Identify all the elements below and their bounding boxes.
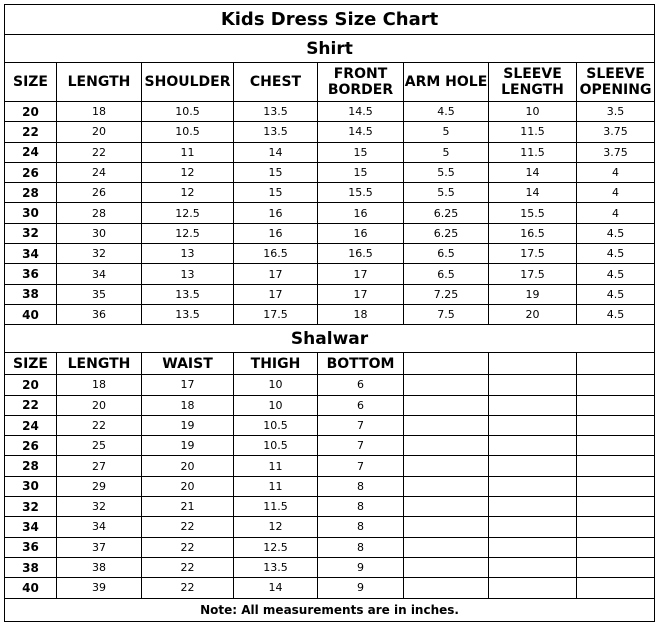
shirt-cell: 32 bbox=[57, 244, 142, 264]
shirt-table-row bbox=[5, 304, 655, 324]
shirt-cell: 5.5 bbox=[404, 162, 489, 182]
shirt-cell: 17.5 bbox=[234, 304, 318, 324]
shalwar-table-row bbox=[5, 375, 655, 395]
shalwar-cell: 24 bbox=[5, 415, 57, 435]
shalwar-section-title: Shalwar bbox=[5, 325, 655, 353]
shalwar-cell bbox=[404, 436, 489, 456]
shirt-section-title: Shirt bbox=[5, 35, 655, 63]
shirt-header-row bbox=[5, 63, 655, 102]
shirt-cell: 22 bbox=[5, 122, 57, 142]
shirt-cell: 15 bbox=[318, 142, 404, 162]
shalwar-cell: 6 bbox=[318, 375, 404, 395]
shalwar-cell: 34 bbox=[57, 517, 142, 537]
shirt-cell: 16.5 bbox=[234, 244, 318, 264]
shalwar-cell: 39 bbox=[57, 578, 142, 598]
shalwar-cell: 22 bbox=[57, 415, 142, 435]
shalwar-cell: 21 bbox=[142, 497, 234, 517]
shalwar-cell: 19 bbox=[142, 436, 234, 456]
shirt-cell: 17.5 bbox=[489, 244, 577, 264]
chart-title: Kids Dress Size Chart bbox=[5, 5, 655, 35]
shalwar-header-empty bbox=[489, 353, 577, 375]
shirt-cell: 17.5 bbox=[489, 264, 577, 284]
shalwar-cell bbox=[489, 476, 577, 496]
shirt-cell: 4.5 bbox=[577, 244, 655, 264]
shirt-cell: 36 bbox=[57, 304, 142, 324]
size-chart bbox=[4, 4, 654, 622]
shirt-cell: 5 bbox=[404, 122, 489, 142]
shalwar-cell: 9 bbox=[318, 557, 404, 577]
shirt-header-chest: CHEST bbox=[234, 63, 318, 102]
shalwar-table-row bbox=[5, 517, 655, 537]
shirt-cell: 24 bbox=[57, 162, 142, 182]
shirt-cell: 13.5 bbox=[142, 304, 234, 324]
shalwar-cell bbox=[577, 537, 655, 557]
shirt-table-row bbox=[5, 102, 655, 122]
shalwar-table-row bbox=[5, 436, 655, 456]
shirt-cell: 4 bbox=[577, 162, 655, 182]
shalwar-cell bbox=[577, 476, 655, 496]
shirt-cell: 13 bbox=[142, 264, 234, 284]
shirt-table-row bbox=[5, 244, 655, 264]
shalwar-cell: 13.5 bbox=[234, 557, 318, 577]
shalwar-cell bbox=[404, 395, 489, 415]
shirt-cell: 16 bbox=[318, 223, 404, 243]
shalwar-header-bottom: BOTTOM bbox=[318, 353, 404, 375]
shirt-cell: 12.5 bbox=[142, 203, 234, 223]
shirt-cell: 17 bbox=[234, 264, 318, 284]
shalwar-cell bbox=[489, 395, 577, 415]
shirt-cell: 12.5 bbox=[142, 223, 234, 243]
shalwar-cell: 10 bbox=[234, 375, 318, 395]
shirt-cell: 38 bbox=[5, 284, 57, 304]
shirt-table-row bbox=[5, 162, 655, 182]
shalwar-cell bbox=[577, 578, 655, 598]
shirt-cell: 11 bbox=[142, 142, 234, 162]
shirt-cell: 3.75 bbox=[577, 122, 655, 142]
shalwar-cell: 20 bbox=[142, 476, 234, 496]
shalwar-header-empty bbox=[577, 353, 655, 375]
shalwar-cell: 38 bbox=[5, 557, 57, 577]
shirt-cell: 28 bbox=[57, 203, 142, 223]
shirt-cell: 15 bbox=[234, 183, 318, 203]
shalwar-table-row bbox=[5, 497, 655, 517]
shalwar-cell bbox=[577, 497, 655, 517]
shirt-cell: 7.25 bbox=[404, 284, 489, 304]
shalwar-cell bbox=[404, 557, 489, 577]
shalwar-cell: 12 bbox=[234, 517, 318, 537]
shalwar-cell: 26 bbox=[5, 436, 57, 456]
shalwar-cell: 10.5 bbox=[234, 415, 318, 435]
shirt-cell: 14.5 bbox=[318, 122, 404, 142]
shalwar-cell bbox=[489, 578, 577, 598]
shirt-cell: 4.5 bbox=[577, 223, 655, 243]
shalwar-cell bbox=[577, 456, 655, 476]
shalwar-cell: 22 bbox=[142, 517, 234, 537]
shirt-cell: 40 bbox=[5, 304, 57, 324]
shirt-cell: 16 bbox=[318, 203, 404, 223]
shirt-cell: 14 bbox=[489, 183, 577, 203]
shalwar-cell bbox=[489, 537, 577, 557]
shalwar-header-empty bbox=[404, 353, 489, 375]
shirt-header-sleeve-opening: SLEEVE OPENING bbox=[577, 63, 655, 102]
shalwar-cell: 34 bbox=[5, 517, 57, 537]
shalwar-table-row bbox=[5, 395, 655, 415]
shalwar-cell: 14 bbox=[234, 578, 318, 598]
shalwar-cell: 10.5 bbox=[234, 436, 318, 456]
shalwar-cell bbox=[404, 375, 489, 395]
shalwar-cell bbox=[489, 436, 577, 456]
shirt-cell: 4 bbox=[577, 203, 655, 223]
shalwar-cell bbox=[577, 517, 655, 537]
shirt-cell: 13.5 bbox=[234, 122, 318, 142]
shalwar-cell bbox=[489, 456, 577, 476]
shirt-cell: 3.5 bbox=[577, 102, 655, 122]
shalwar-cell: 11 bbox=[234, 476, 318, 496]
shalwar-cell: 11 bbox=[234, 456, 318, 476]
shalwar-cell: 28 bbox=[5, 456, 57, 476]
shirt-cell: 12 bbox=[142, 183, 234, 203]
shirt-cell: 18 bbox=[318, 304, 404, 324]
shalwar-cell bbox=[404, 537, 489, 557]
shalwar-cell: 18 bbox=[57, 375, 142, 395]
shirt-table-row bbox=[5, 142, 655, 162]
shirt-cell: 19 bbox=[489, 284, 577, 304]
shirt-cell: 11.5 bbox=[489, 142, 577, 162]
shirt-cell: 13 bbox=[142, 244, 234, 264]
shirt-table-row bbox=[5, 203, 655, 223]
shirt-cell: 10.5 bbox=[142, 102, 234, 122]
shalwar-cell: 17 bbox=[142, 375, 234, 395]
shalwar-cell bbox=[489, 497, 577, 517]
shalwar-cell: 8 bbox=[318, 537, 404, 557]
shalwar-cell bbox=[489, 557, 577, 577]
shalwar-cell: 6 bbox=[318, 395, 404, 415]
shalwar-cell: 27 bbox=[57, 456, 142, 476]
shalwar-table-row bbox=[5, 578, 655, 598]
shalwar-table-row bbox=[5, 557, 655, 577]
shalwar-cell: 30 bbox=[5, 476, 57, 496]
shalwar-header-thigh: THIGH bbox=[234, 353, 318, 375]
shirt-cell: 13.5 bbox=[142, 284, 234, 304]
shalwar-cell: 18 bbox=[142, 395, 234, 415]
shalwar-table-row bbox=[5, 456, 655, 476]
shalwar-cell: 20 bbox=[5, 375, 57, 395]
shirt-cell: 10 bbox=[489, 102, 577, 122]
shalwar-cell: 29 bbox=[57, 476, 142, 496]
shirt-cell: 28 bbox=[5, 183, 57, 203]
shirt-cell: 30 bbox=[57, 223, 142, 243]
shirt-cell: 6.25 bbox=[404, 203, 489, 223]
shirt-cell: 15.5 bbox=[318, 183, 404, 203]
shirt-cell: 32 bbox=[5, 223, 57, 243]
shalwar-cell bbox=[577, 415, 655, 435]
shalwar-cell: 7 bbox=[318, 436, 404, 456]
shirt-cell: 14.5 bbox=[318, 102, 404, 122]
shalwar-cell bbox=[404, 497, 489, 517]
shirt-cell: 4.5 bbox=[404, 102, 489, 122]
shirt-header-arm-hole: ARM HOLE bbox=[404, 63, 489, 102]
shalwar-cell: 38 bbox=[57, 557, 142, 577]
shirt-cell: 15 bbox=[234, 162, 318, 182]
shalwar-cell: 22 bbox=[142, 578, 234, 598]
shirt-header-shoulder: SHOULDER bbox=[142, 63, 234, 102]
shalwar-cell: 25 bbox=[57, 436, 142, 456]
shirt-cell: 13.5 bbox=[234, 102, 318, 122]
shirt-cell: 10.5 bbox=[142, 122, 234, 142]
shirt-table-row bbox=[5, 264, 655, 284]
shirt-cell: 30 bbox=[5, 203, 57, 223]
shalwar-table-row bbox=[5, 415, 655, 435]
shirt-cell: 16 bbox=[234, 203, 318, 223]
shalwar-cell bbox=[489, 517, 577, 537]
shalwar-cell: 37 bbox=[57, 537, 142, 557]
shalwar-cell bbox=[577, 557, 655, 577]
shalwar-cell bbox=[404, 517, 489, 537]
shirt-cell: 14 bbox=[489, 162, 577, 182]
shirt-cell: 26 bbox=[5, 162, 57, 182]
measurement-note: Note: All measurements are in inches. bbox=[5, 598, 655, 621]
shirt-cell: 11.5 bbox=[489, 122, 577, 142]
shirt-header-sleeve-length: SLEEVE LENGTH bbox=[489, 63, 577, 102]
shirt-cell: 4 bbox=[577, 183, 655, 203]
shalwar-cell: 7 bbox=[318, 456, 404, 476]
shirt-cell: 35 bbox=[57, 284, 142, 304]
shirt-cell: 12 bbox=[142, 162, 234, 182]
shalwar-cell: 12.5 bbox=[234, 537, 318, 557]
shirt-cell: 16.5 bbox=[489, 223, 577, 243]
shirt-cell: 17 bbox=[318, 264, 404, 284]
shalwar-cell: 10 bbox=[234, 395, 318, 415]
shalwar-cell bbox=[489, 375, 577, 395]
shirt-cell: 4.5 bbox=[577, 304, 655, 324]
shirt-table-row bbox=[5, 122, 655, 142]
shirt-header-size: SIZE bbox=[5, 63, 57, 102]
shalwar-table-row bbox=[5, 476, 655, 496]
shalwar-cell: 9 bbox=[318, 578, 404, 598]
shirt-cell: 15 bbox=[318, 162, 404, 182]
shirt-cell: 5 bbox=[404, 142, 489, 162]
shalwar-cell bbox=[577, 436, 655, 456]
shirt-cell: 20 bbox=[57, 122, 142, 142]
shalwar-cell: 8 bbox=[318, 517, 404, 537]
shalwar-cell: 8 bbox=[318, 476, 404, 496]
size-chart-table bbox=[4, 4, 655, 622]
shirt-cell: 14 bbox=[234, 142, 318, 162]
shirt-cell: 34 bbox=[57, 264, 142, 284]
shirt-cell: 18 bbox=[57, 102, 142, 122]
shalwar-cell bbox=[577, 375, 655, 395]
shirt-cell: 6.5 bbox=[404, 244, 489, 264]
shalwar-cell: 7 bbox=[318, 415, 404, 435]
shirt-cell: 4.5 bbox=[577, 264, 655, 284]
shirt-cell: 5.5 bbox=[404, 183, 489, 203]
shalwar-cell: 36 bbox=[5, 537, 57, 557]
shalwar-header-size: SIZE bbox=[5, 353, 57, 375]
shirt-cell: 26 bbox=[57, 183, 142, 203]
shirt-cell: 16 bbox=[234, 223, 318, 243]
shirt-cell: 17 bbox=[234, 284, 318, 304]
shalwar-table-row bbox=[5, 537, 655, 557]
shirt-cell: 4.5 bbox=[577, 284, 655, 304]
shirt-cell: 6.25 bbox=[404, 223, 489, 243]
shalwar-cell bbox=[404, 578, 489, 598]
shalwar-cell bbox=[489, 415, 577, 435]
shalwar-header-waist: WAIST bbox=[142, 353, 234, 375]
shalwar-cell: 19 bbox=[142, 415, 234, 435]
shirt-header-front-border: FRONT BORDER bbox=[318, 63, 404, 102]
shirt-cell: 24 bbox=[5, 142, 57, 162]
shalwar-cell bbox=[577, 395, 655, 415]
shalwar-cell: 22 bbox=[142, 537, 234, 557]
shirt-cell: 16.5 bbox=[318, 244, 404, 264]
shalwar-cell: 32 bbox=[5, 497, 57, 517]
shalwar-cell bbox=[404, 456, 489, 476]
shirt-cell: 34 bbox=[5, 244, 57, 264]
shalwar-cell: 20 bbox=[142, 456, 234, 476]
shalwar-cell bbox=[404, 415, 489, 435]
shalwar-cell: 32 bbox=[57, 497, 142, 517]
shalwar-cell: 40 bbox=[5, 578, 57, 598]
shirt-cell: 22 bbox=[57, 142, 142, 162]
shalwar-cell: 22 bbox=[5, 395, 57, 415]
shirt-cell: 15.5 bbox=[489, 203, 577, 223]
shalwar-cell: 8 bbox=[318, 497, 404, 517]
shirt-cell: 20 bbox=[5, 102, 57, 122]
shalwar-header-row bbox=[5, 353, 655, 375]
shirt-cell: 17 bbox=[318, 284, 404, 304]
shirt-table-row bbox=[5, 284, 655, 304]
shalwar-cell: 20 bbox=[57, 395, 142, 415]
shalwar-cell: 11.5 bbox=[234, 497, 318, 517]
shalwar-cell: 22 bbox=[142, 557, 234, 577]
shalwar-header-length: LENGTH bbox=[57, 353, 142, 375]
shalwar-cell bbox=[404, 476, 489, 496]
shirt-cell: 7.5 bbox=[404, 304, 489, 324]
shirt-cell: 20 bbox=[489, 304, 577, 324]
shirt-cell: 6.5 bbox=[404, 264, 489, 284]
shirt-cell: 36 bbox=[5, 264, 57, 284]
shirt-header-length: LENGTH bbox=[57, 63, 142, 102]
shirt-table-row bbox=[5, 223, 655, 243]
shirt-table-row bbox=[5, 183, 655, 203]
shirt-cell: 3.75 bbox=[577, 142, 655, 162]
